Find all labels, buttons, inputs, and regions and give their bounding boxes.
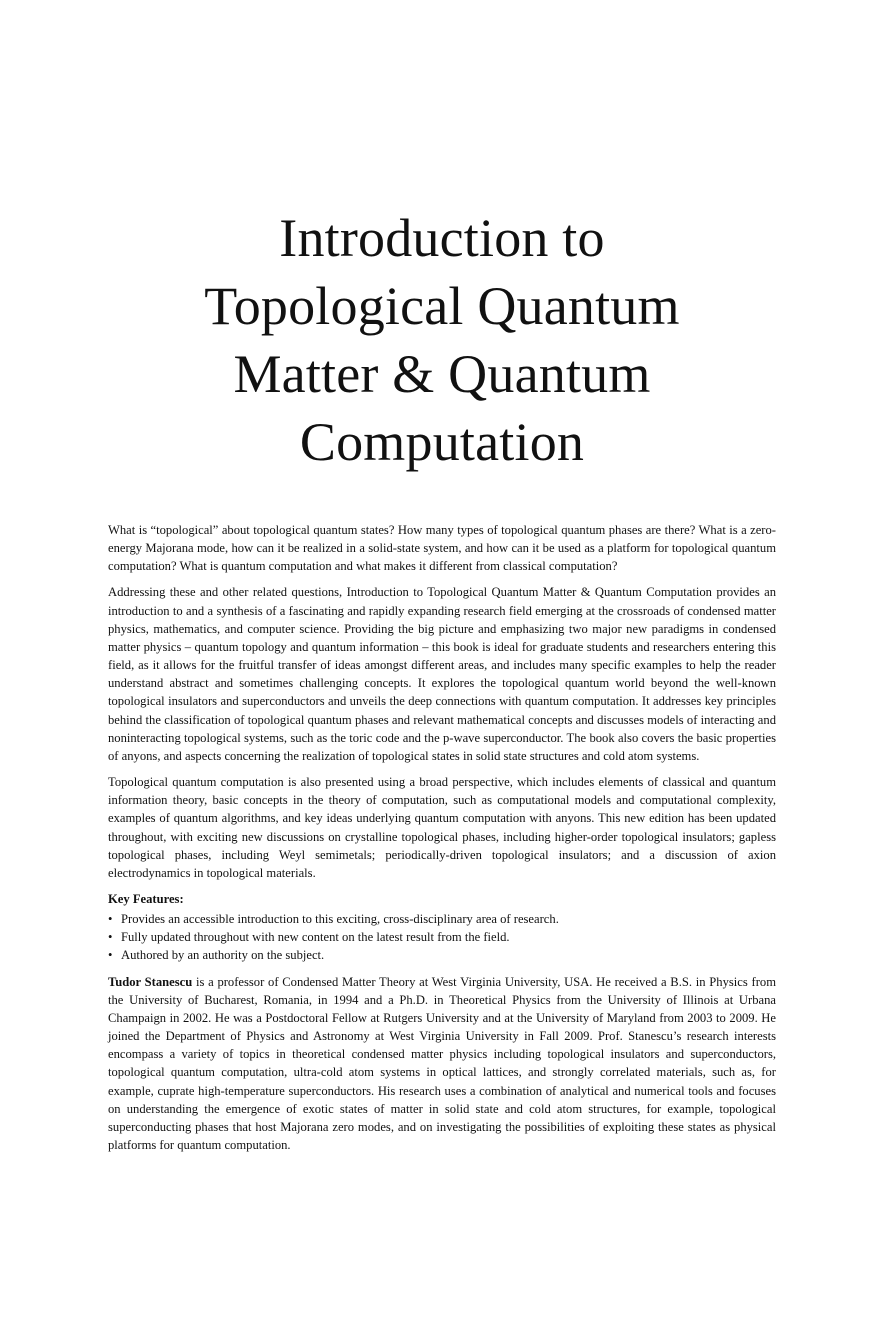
key-feature-text: Authored by an authority on the subject.: [121, 948, 325, 963]
author-bio-text: is a professor of Condensed Matter Theory at West Virginia University, USA. He received a B.S. in Physics from the University of Bucharest, Romania, in 1994 and a Ph.D. in Theoretical Physics from the University of Illinois at Urbana Champaign in 2002. He was a Postdoctoral Fellow at Rutgers University and at the University of Maryland from 2003 to 2009. He joined the Department of Physics and Astronomy at West Virginia University in Fall 2009. Prof. Stanescu’s research interests encompass a variety of topics in theoretical condensed matter physics including topological insulators and superconductors, topological quantum computation, ultra-cold atom systems in optical lattices, and strongly correlated materials, such as, for example, cuprate high-temperature superconductors. His research uses a combination of analytical and numerical tools and focuses on understanding the emergence of exotic states of matter in solid state and cold atom structures, for example, topological superconducting phases that host Majorana zero modes, and on investigating the possibilities of exploiting these states as physical platforms for quantum computation.: [108, 974, 776, 1152]
book-title-line: Introduction to: [279, 208, 605, 268]
book-title-line: Topological Quantum: [204, 276, 680, 336]
bullet-icon: •: [108, 930, 113, 945]
book-description: [108, 521, 776, 1162]
bullet-icon: •: [108, 912, 113, 927]
description-paragraph: Addressing these and other related questions, Introduction to Topological Quantum Matter & Quantum Computation provides an introduction to and a synthesis of a fascinating and rapidly expanding research field emerging at the crossroads of condensed matter physics, mathematics, and computer science. Providing the big picture and emphasizing two major new paradigms in condensed matter physics – quantum topology and quantum information – this book is ideal for graduate students and researchers entering this field, as it allows for the fruitful transfer of ideas amongst different areas, and includes many specific examples to help the reader understand abstract and sometimes challenging concepts. It explores the topological quantum world beyond the well-known topological insulators and superconductors and unveils the deep connections with quantum computation. It addresses key principles behind the classification of topological quantum phases and relevant mathematical concepts and discusses models of interacting and noninteracting topological systems, such as the toric code and the p-wave superconductor. The book also covers the basic properties of anyons, and aspects concerning the realization of topological states in solid state structures and cold atom systems.: [108, 585, 776, 763]
book-title-line: Computation: [299, 412, 585, 472]
author-bio: [108, 973, 776, 1155]
bullet-icon: •: [108, 948, 113, 963]
key-feature-item: [108, 910, 776, 928]
key-feature-text: Fully updated throughout with new content on the latest result from the field.: [121, 930, 510, 945]
book-title-line: Matter & Quantum: [233, 344, 651, 404]
description-paragraph: Topological quantum computation is also presented using a broad perspective, which includes elements of classical and quantum information theory, basic concepts in the theory of computation, such as computational models and computational complexity, examples of quantum algorithms, and key ideas underlying quantum computation with anyons. This new edition has been updated throughout, with exciting new discussions on crystalline topological phases, including higher-order topological insulators; gapless topological phases, including Weyl semimetals; periodically-driven topological insulators; and a discussion of axion electrodynamics in topological materials.: [108, 775, 776, 880]
description-paragraph: What is “topological” about topological quantum states? How many types of topological quantum phases are there? What is a zero-energy Majorana mode, how can it be realized in a solid-state system, and how can it be used as a platform for topological quantum computation? What is quantum computation and what makes it different from classical computation?: [108, 523, 776, 574]
key-feature-item: [108, 946, 776, 964]
key-features-heading: Key Features:: [108, 891, 184, 906]
book-title: [108, 204, 776, 476]
key-feature-text: Provides an accessible introduction to this exciting, cross-disciplinary area of research.: [121, 912, 559, 927]
key-features-list: [108, 910, 776, 964]
key-feature-item: [108, 928, 776, 946]
author-name: Tudor Stanescu: [108, 974, 193, 989]
